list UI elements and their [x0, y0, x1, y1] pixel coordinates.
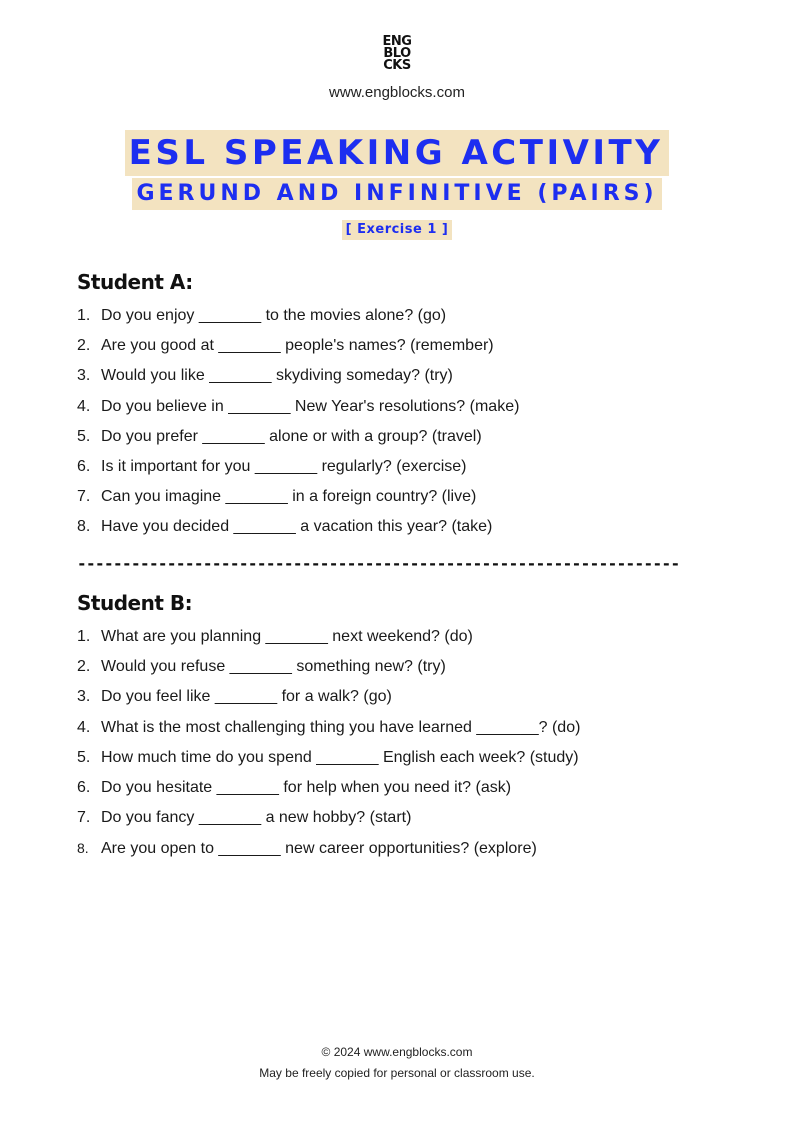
- question-text: Is it important for you _______ regularly? (exercise): [101, 457, 467, 475]
- list-item: [77, 656, 757, 686]
- question-text: Do you feel like _______ for a walk? (go): [101, 688, 392, 706]
- question-text: Do you hesitate _______ for help when you need it? (ask): [101, 778, 512, 796]
- student-b-questions: [77, 626, 757, 868]
- exercise-label-wrap: [0, 220, 794, 240]
- footer-copyright: © 2024 www.engblocks.com: [321, 1045, 473, 1059]
- engblocks-logo: [0, 36, 794, 72]
- list-item: [77, 626, 757, 656]
- section-divider: -------------------------------------------------------------------: [77, 554, 680, 573]
- question-number: 7.: [77, 809, 91, 827]
- site-url[interactable]: www.engblocks.com: [329, 84, 465, 101]
- question-number: 1.: [77, 628, 91, 645]
- question-text: Do you prefer _______ alone or with a group? (travel): [101, 427, 482, 445]
- student-b-heading: Student B:: [77, 591, 193, 615]
- question-number: 8.: [77, 518, 91, 536]
- question-number: 7.: [77, 488, 91, 506]
- list-item: [77, 807, 757, 837]
- list-item: [77, 747, 757, 777]
- question-number: 4.: [77, 397, 91, 415]
- list-item: [77, 717, 757, 747]
- logo-line: BLO: [383, 46, 411, 61]
- question-number: 5.: [77, 748, 91, 766]
- question-text: What is the most challenging thing you have learned _______? (do): [101, 718, 581, 736]
- footer-note: May be freely copied for personal or classroom use.: [259, 1066, 535, 1080]
- student-a-heading: Student A:: [77, 270, 193, 294]
- question-text: Would you like _______ skydiving someday? (try): [101, 367, 453, 385]
- question-text: Can you imagine _______ in a foreign country? (live): [101, 488, 477, 506]
- list-item: [77, 777, 757, 807]
- student-a-questions: [77, 305, 757, 547]
- main-title-wrap: [0, 130, 794, 176]
- list-item: [77, 456, 757, 486]
- question-number: 2.: [77, 658, 91, 676]
- question-number: 4.: [77, 718, 91, 736]
- list-item: [77, 686, 757, 716]
- question-text: How much time do you spend _______ English each week? (study): [101, 748, 579, 766]
- logo-line: CKS: [383, 58, 411, 73]
- question-text: Would you refuse _______ something new? (try): [101, 658, 446, 676]
- list-item: [77, 305, 757, 335]
- question-number: 6.: [77, 457, 91, 475]
- exercise-label: [ Exercise 1 ]: [342, 220, 453, 240]
- list-item: [77, 486, 757, 516]
- list-item: [77, 396, 757, 426]
- list-item: [77, 516, 757, 546]
- list-item: [77, 335, 757, 365]
- list-item: [77, 837, 757, 867]
- question-text: Do you believe in _______ New Year's resolutions? (make): [101, 397, 520, 415]
- question-number: 6.: [77, 778, 91, 796]
- question-text: Have you decided _______ a vacation this year? (take): [101, 518, 493, 536]
- main-title: ESL SPEAKING ACTIVITY: [125, 130, 670, 176]
- question-number: 5.: [77, 427, 91, 445]
- question-number: 8.: [77, 840, 89, 857]
- question-text: Do you fancy _______ a new hobby? (start): [101, 809, 412, 827]
- list-item: [77, 426, 757, 456]
- question-text: Do you enjoy _______ to the movies alone? (go): [101, 307, 447, 324]
- question-number: 3.: [77, 688, 91, 706]
- list-item: [77, 365, 757, 395]
- question-number: 1.: [77, 307, 91, 324]
- question-number: 3.: [77, 367, 91, 385]
- question-text: What are you planning _______ next weekend? (do): [101, 628, 473, 645]
- question-text: Are you open to _______ new career opportunities? (explore): [101, 840, 537, 858]
- question-text: Are you good at _______ people's names? (remember): [101, 337, 494, 355]
- question-number: 2.: [77, 337, 91, 355]
- subtitle: GERUND AND INFINITIVE (PAIRS): [132, 178, 661, 210]
- subtitle-wrap: [0, 178, 794, 210]
- logo-line: ENG: [382, 34, 412, 49]
